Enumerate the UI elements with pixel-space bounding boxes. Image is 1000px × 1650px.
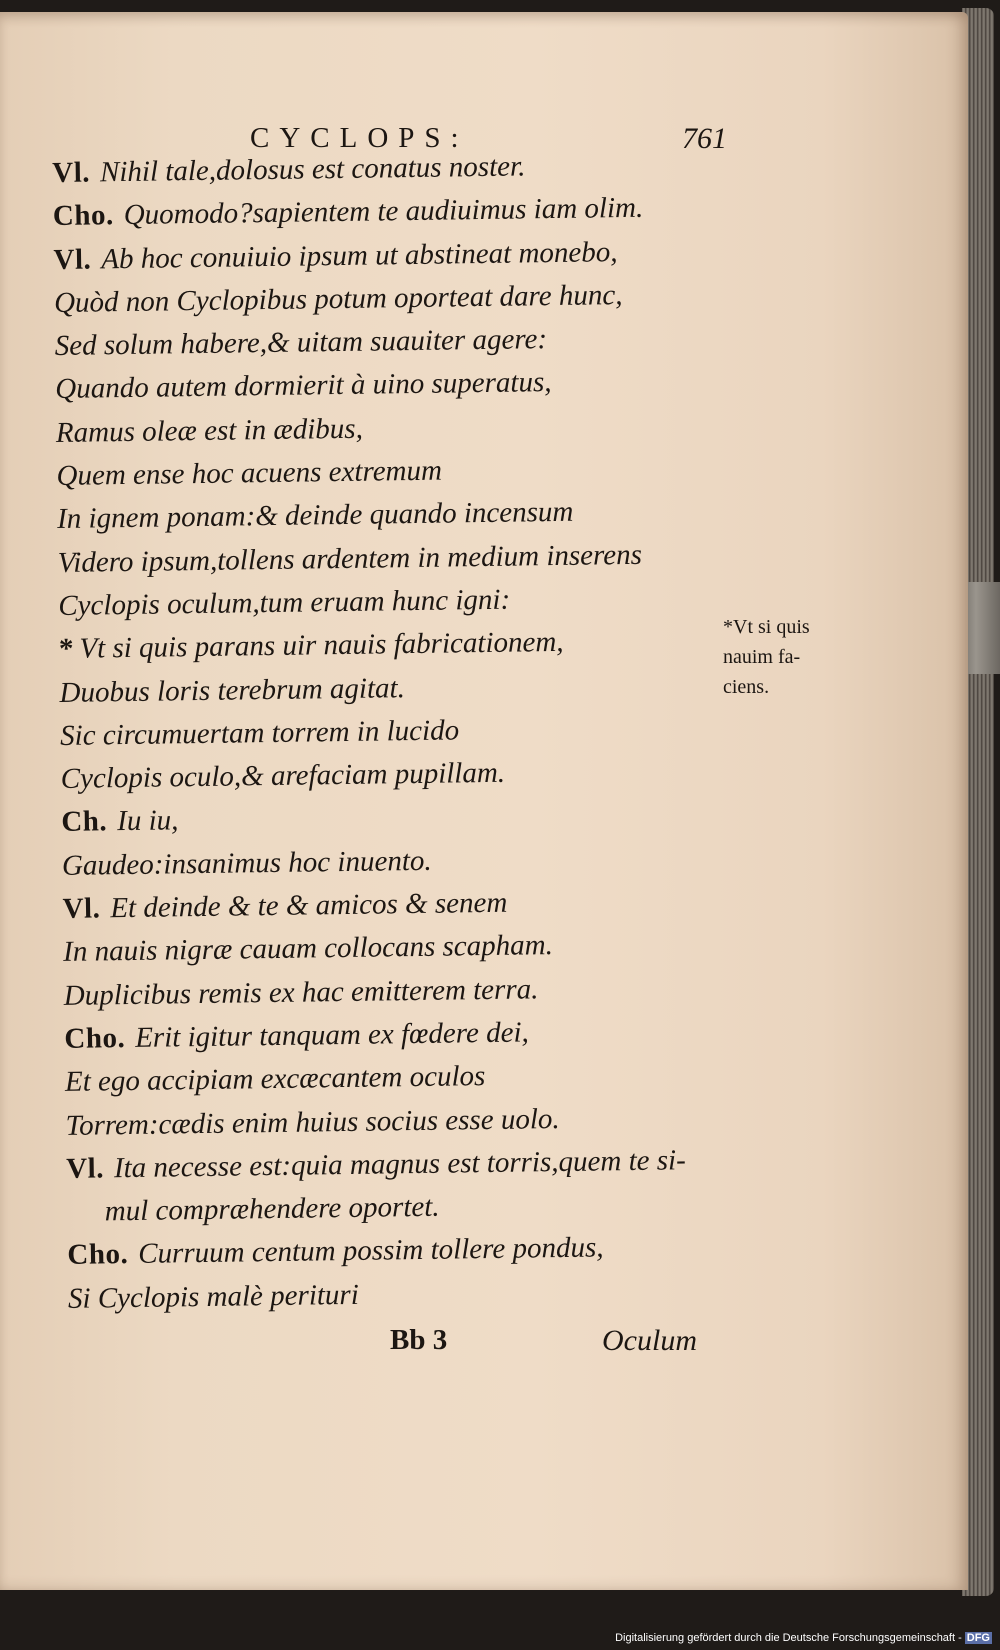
verse-line-text: Sic circumuertam torrem in lucido xyxy=(59,714,460,752)
speaker-label: Cho. xyxy=(67,1238,129,1272)
verse-line-text: Torrem:cædis enim huius socius esse uolo. xyxy=(65,1102,560,1142)
verse-line-text: Duplicibus remis ex hac emitterem terra. xyxy=(63,972,539,1012)
verse-line-text: Vt si quis parans uir nauis fabricationem, xyxy=(79,626,564,665)
marginal-note-line: ciens. xyxy=(723,676,770,698)
verse-line-text: Cyclopis oculum,tum eruam hunc igni: xyxy=(58,583,511,622)
verse-line-text: mul compræhendere oportet. xyxy=(104,1190,440,1228)
digitization-credit xyxy=(615,1632,992,1644)
speaker-label: Vl. xyxy=(53,243,92,276)
verse-line-text: Curruum centum possim tollere pondus, xyxy=(138,1231,604,1271)
book-page xyxy=(0,12,968,1590)
speaker-label: Ch. xyxy=(61,805,108,839)
verse-line-text: Quomodo?sapientem te audiuimus iam olim. xyxy=(123,192,644,232)
verse-line-text: Videro ipsum,tollens ardentem in medium inserens xyxy=(57,538,643,579)
running-title: CYCLOPS: xyxy=(250,122,469,154)
verse-line-text: Si Cyclopis malè perituri xyxy=(67,1278,359,1315)
speaker-label: Vl. xyxy=(52,156,91,189)
note-reference-mark: * xyxy=(58,633,74,666)
verse-line-text: Quòd non Cyclopibus potum oporteat dare hunc, xyxy=(53,278,623,319)
dfg-logo: DFG xyxy=(966,1632,990,1644)
verse-line-text: Sed solum habere,& uitam suauiter agere: xyxy=(54,323,548,363)
verse-line-text: Iu iu, xyxy=(116,804,179,838)
verse-line-text: Quando autem dormierit à uino superatus, xyxy=(55,366,552,406)
signature-mark: Bb 3 xyxy=(390,1324,448,1356)
verse-line-text: Erit igitur tanquam ex fœdere dei, xyxy=(134,1016,529,1054)
catchword: Oculum xyxy=(602,1324,697,1357)
credit-text: Digitalisierung gefördert durch die Deutsche Forschungsgemeinschaft - xyxy=(615,1632,962,1644)
verse-line-text: Ramus oleæ est in ædibus, xyxy=(55,412,364,449)
verse-line-text: In ignem ponam:& deinde quando incensum xyxy=(56,496,574,536)
verse-line-text: Gaudeo:insanimus hoc inuento. xyxy=(61,844,432,882)
verse-line-text: Nihil tale,dolosus est conatus noster. xyxy=(99,150,526,189)
verse-line-text: In nauis nigræ cauam collocans scapham. xyxy=(62,929,554,969)
speaker-label: Cho. xyxy=(64,1022,126,1055)
verse-text xyxy=(52,142,758,1321)
page-footer xyxy=(380,1324,710,1364)
page-number: 761 xyxy=(682,122,727,155)
marginal-note-line: nauim fa- xyxy=(723,646,801,668)
marginal-note-line: *Vt si quis xyxy=(723,616,810,638)
speaker-label: Cho. xyxy=(52,199,114,233)
verse-line-text: Quem ense hoc acuens extremum xyxy=(56,454,443,493)
verse-line-text: Et ego accipiam excæcantem oculos xyxy=(64,1060,486,1099)
verse-line-text: Duobus loris terebrum agitat. xyxy=(59,671,406,709)
verse-line-text: Ita necesse est:quia magnus est torris,quem te si- xyxy=(113,1144,686,1185)
verse-line-text: Et deinde & te & amicos & senem xyxy=(110,886,508,925)
verse-line-text: Ab hoc conuiuio ipsum ut abstineat monebo, xyxy=(101,235,618,275)
verse-line-text: Cyclopis oculo,& arefaciam pupillam. xyxy=(60,756,506,796)
speaker-label: Vl. xyxy=(62,892,101,925)
verse-line xyxy=(68,1268,759,1321)
speaker-label: Vl. xyxy=(65,1152,105,1185)
marginal-note xyxy=(723,612,873,702)
